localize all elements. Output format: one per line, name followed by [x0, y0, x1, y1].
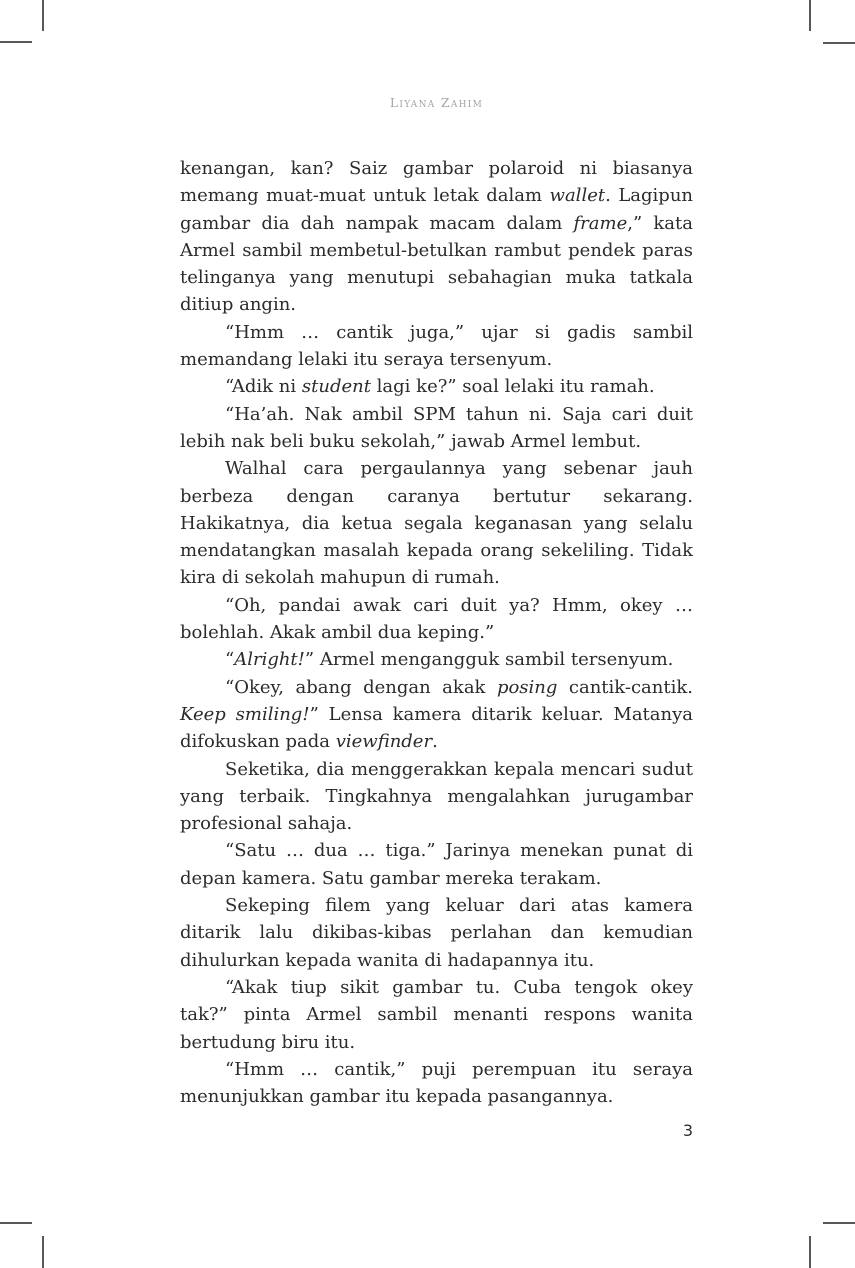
- italic-text-run: Alright!: [234, 649, 305, 671]
- text-run: “Akak tiup sikit gambar tu. Cuba tengok okey tak?” pinta Armel sambil menanti respons wanita bertudung biru itu.: [180, 976, 693, 1053]
- paragraph: [180, 1056, 693, 1111]
- paragraph: [180, 892, 693, 974]
- paragraph: [180, 373, 693, 400]
- paragraph: [180, 837, 693, 892]
- crop-mark-top-right-vertical: [809, 0, 811, 31]
- text-run: Sekeping filem yang keluar dari atas kamera ditarik lalu dikibas-kibas perlahan dan kemudian dihulurkan kepada wanita di hadapannya itu.: [180, 895, 693, 971]
- italic-text-run: Keep smiling!: [180, 703, 310, 725]
- text-run: Walhal cara pergaulannya yang sebenar jauh berbeza dengan caranya bertutur sekarang. Hakikatnya, dia ketua segala keganasan yang selalu mendatangkan masalah kepada orang sekeliling. Tidak kira di sekolah mahupun di rumah.: [180, 458, 693, 589]
- text-run: “Adik ni: [225, 376, 302, 398]
- page-number: 3: [682, 1121, 693, 1140]
- text-run: .: [432, 731, 438, 753]
- paragraph: [180, 974, 693, 1056]
- text-run: Seketika, dia menggerakkan kepala mencari sudut yang terbaik. Tingkahnya mengalahkan jurugambar profesional sahaja.: [180, 758, 693, 835]
- text-run: “Oh, pandai awak cari duit ya? Hmm, okey … bolehlah. Akak ambil dua keping.”: [180, 594, 693, 644]
- crop-mark-bottom-right-vertical: [809, 1236, 811, 1268]
- italic-text-run: frame: [573, 212, 628, 234]
- crop-mark-bottom-right-horizontal: [823, 1222, 855, 1224]
- text-run: cantik-cantik.: [557, 676, 693, 698]
- running-header-author: Liyana Zahim: [389, 95, 484, 110]
- text-run: “Satu … dua … tiga.” Jarinya menekan punat di depan kamera. Satu gambar mereka terakam.: [180, 840, 693, 889]
- paragraph: [180, 455, 693, 591]
- italic-text-run: wallet: [549, 185, 606, 207]
- text-run: . Lagipun gambar dia dah nampak macam dalam: [180, 185, 693, 234]
- paragraph: [180, 401, 693, 456]
- crop-mark-bottom-left-vertical: [42, 1236, 44, 1268]
- crop-mark-top-left-vertical: [42, 0, 44, 31]
- body-text: [180, 155, 693, 1110]
- italic-text-run: posing: [496, 676, 558, 698]
- paragraph: [180, 319, 693, 374]
- paragraph: [180, 155, 693, 319]
- text-run: ” Lensa kamera ditarik keluar. Matanya difokuskan pada: [180, 703, 694, 753]
- paragraph: [180, 592, 693, 647]
- text-run: ” Armel mengangguk sambil tersenyum.: [304, 649, 674, 671]
- crop-mark-top-left-horizontal: [0, 41, 32, 43]
- crop-mark-top-right-horizontal: [823, 42, 855, 44]
- crop-mark-bottom-left-horizontal: [0, 1222, 32, 1224]
- paragraph: [180, 756, 693, 838]
- italic-text-run: viewfinder: [335, 731, 433, 753]
- text-run: “Okey, abang dengan akak: [225, 676, 497, 698]
- text-run: “Hmm … cantik,” puji perempuan itu seraya menunjukkan gambar itu kepada pasangannya.: [180, 1058, 693, 1108]
- text-run: “: [225, 649, 235, 671]
- text-run: ,” kata Armel sambil membetul-betulkan rambut pendek paras telinganya yang menutupi sebahagian muka tatkala ditiup angin.: [180, 212, 693, 316]
- text-run: “Hmm … cantik juga,” ujar si gadis sambil memandang lelaki itu seraya tersenyum.: [180, 321, 693, 371]
- text-run: lagi ke?” soal lelaki itu ramah.: [370, 376, 655, 398]
- italic-text-run: student: [301, 376, 371, 398]
- paragraph: [180, 674, 693, 756]
- paragraph: [180, 646, 693, 673]
- text-run: “Ha’ah. Nak ambil SPM tahun ni. Saja cari duit lebih nak beli buku sekolah,” jawab Armel lembut.: [180, 403, 693, 452]
- text-run: kenangan, kan? Saiz gambar polaroid ni biasanya memang muat-muat untuk letak dalam: [180, 158, 693, 207]
